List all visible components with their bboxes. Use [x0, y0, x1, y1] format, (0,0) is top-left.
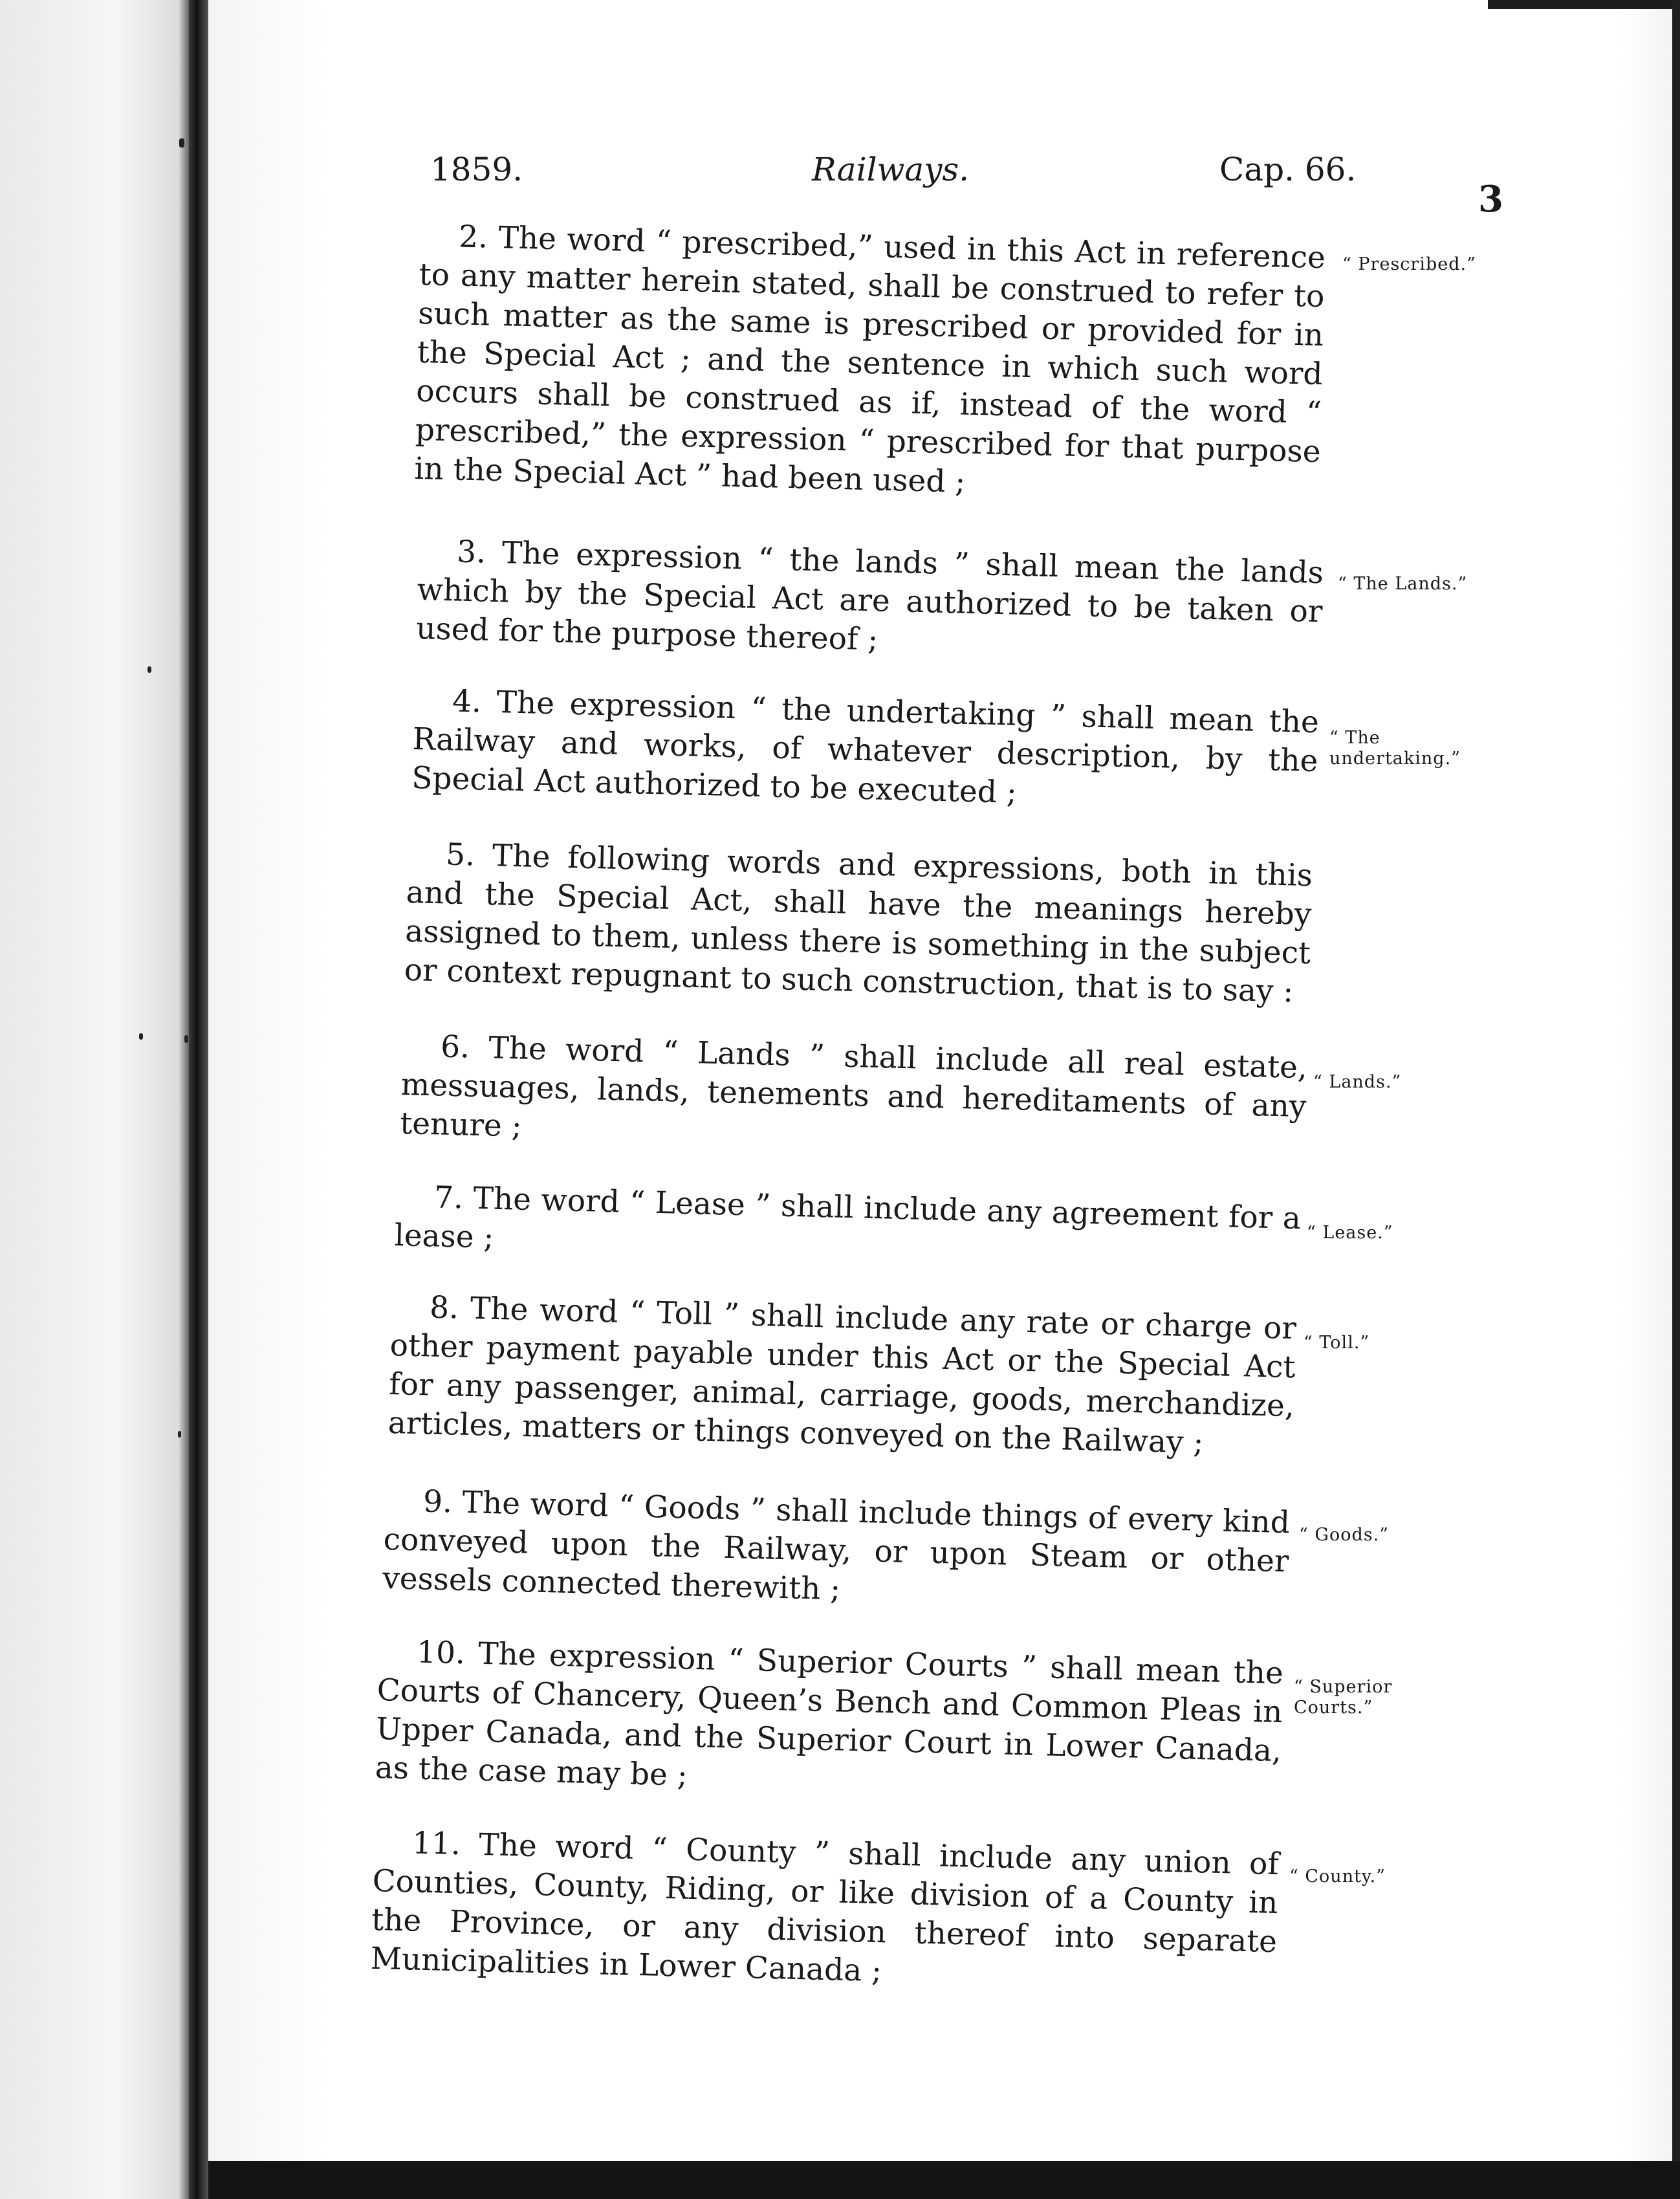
margin-mark	[179, 138, 184, 148]
section-8	[387, 1287, 1296, 1465]
sidenote-prescribed: “ Prescribed.”	[1342, 254, 1476, 274]
section-text: 7. The word “ Lease ” shall include any agreement for a lease ;	[394, 1179, 1302, 1256]
sidenote-goods: “ Goods.”	[1299, 1525, 1389, 1545]
section-2	[414, 217, 1326, 510]
sidenote-the-undertaking: “ The undertaking.”	[1329, 728, 1461, 769]
section-text: 11. The word “ County ” shall include any union of Counties, County, Riding, or like division of a County in the Province, or any division thereof into separate Municipalities in Lower Canada ;	[370, 1825, 1280, 1989]
sidenote-county: “ County.”	[1289, 1866, 1386, 1887]
section-11	[370, 1823, 1279, 2000]
sidenote-lease: “ Lease.”	[1307, 1223, 1393, 1243]
section-text: 2. The word “ prescribed,” used in this Act in reference to any matter herein stated, shall be construed to refer to such matter as the same is prescribed or provided for in the Special Act ; and the sentence in which such word occurs shall be construed as if, instead of the word “ prescribed,” the expression “ prescribed for that purpose in the Special Act ” had been used ;	[413, 219, 1326, 500]
header-year: 1859.	[430, 151, 523, 188]
section-text: 4. The expression “ the undertaking ” shall mean the Railway and works, of whatever description, by the Special Act authorized to be executed ;	[411, 683, 1320, 811]
section-text: 6. The word “ Lands ” shall include all real estate, messuages, lands, tenements and hereditaments of any tenure ;	[399, 1029, 1308, 1144]
margin-mark	[139, 1033, 143, 1040]
adjacent-page-edge	[0, 0, 194, 2199]
section-text: 10. The expression “ Superior Courts ” shall mean the Courts of Chancery, Queen’s Bench and Common Pleas in Upper Canada, and the Superior Court in Lower Canada, as the case may be ;	[375, 1634, 1284, 1793]
sidenote-toll: “ Toll.”	[1304, 1333, 1370, 1353]
margin-mark	[184, 1035, 188, 1043]
section-text: 9. The word “ Goods ” shall include things of every kind conveyed upon the Railway, or upon Steam or other vessels connected therewith ;	[382, 1483, 1291, 1608]
scan-edge-bottom	[208, 2161, 1680, 2199]
section-10	[375, 1632, 1283, 1810]
sidenote-lands: “ Lands.”	[1313, 1072, 1402, 1092]
sidenote-the-lands: “ The Lands.”	[1338, 574, 1468, 594]
section-5	[404, 835, 1313, 1012]
section-text: 3. The expression “ the lands ” shall mean the lands which by the Special Act are authorized to be taken or used for the purpose thereof ;	[415, 534, 1324, 658]
sidenote-superior-courts: “ Superior Courts.”	[1294, 1677, 1393, 1718]
header-title: Railways.	[812, 151, 969, 188]
book-gutter	[189, 0, 208, 2199]
section-text: 5. The following words and expressions, both in this and the Special Act, shall have the meanings hereby assigned to them, unless there is something in the subject or context repugnant to such construction, that is to say :	[404, 837, 1313, 1010]
section-6	[400, 1027, 1308, 1165]
section-4	[411, 681, 1320, 820]
scan-edge-right	[1672, 0, 1680, 2199]
page-number: 3	[1478, 178, 1503, 221]
margin-mark	[147, 666, 151, 673]
section-3	[416, 532, 1324, 670]
section-9	[382, 1482, 1291, 1620]
scan-edge-top	[1488, 0, 1680, 9]
header-chapter: Cap. 66.	[1219, 151, 1357, 188]
section-text: 8. The word “ Toll ” shall include any rate or charge or other payment payable under this Act or the Special Act for any passenger, animal, carriage, goods, merchandize, articles, matters or things conveyed on the Railway ;	[387, 1289, 1297, 1461]
margin-mark	[178, 1431, 181, 1438]
